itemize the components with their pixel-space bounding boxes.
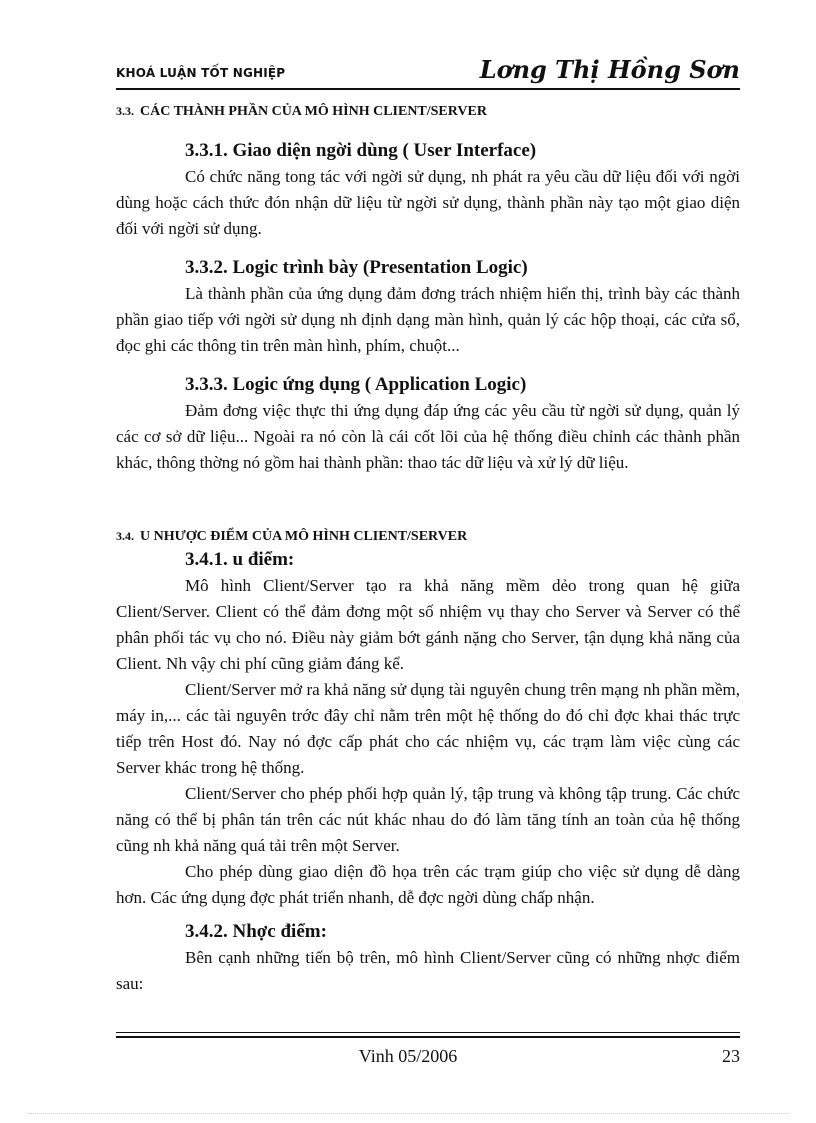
subsection-3-3-1-heading: 3.3.1. Giao diện ngời dùng ( User Interface) — [185, 140, 537, 161]
paragraph-user-interface: Có chức năng tong tác với ngời sử dụng, nh phát ra yêu cầu dữ liệu đối với ngời dùng hoặc cách thức đón nhận dữ liệu từ ngời sử dụng, thành phần này tạo một giao diện đối với ngời sử dụng. — [116, 167, 740, 238]
paragraph-disadvantage-intro: Bên cạnh những tiến bộ trên, mô hình Client/Server cũng có những nhợc điểm sau: — [116, 948, 740, 993]
subsection-3-3-3-heading: 3.3.3. Logic ứng dụng ( Application Logic) — [185, 374, 527, 395]
paragraph-advantage-1: Mô hình Client/Server tạo ra khả năng mềm dẻo trong quan hệ giữa Client/Server. Client có thể đảm đơng một số nhiệm vụ thay cho Server và Server có thể phân phối tác vụ cho nó. Điều này giảm bớt gánh nặng cho Server, tận dụng khả năng của Client. Nh vậy chi phí cũng giảm đáng kể. — [116, 576, 740, 673]
header-author: Lơng Thị Hồng Sơn — [479, 55, 740, 84]
subsection-3-3-2-heading: 3.3.2. Logic trình bày (Presentation Logic) — [185, 257, 528, 278]
section-number: 3.4. — [116, 529, 134, 543]
header-title: KHOÁ LUẬN TỐT NGHIỆP — [116, 66, 286, 80]
subsection-3-4-2-heading: 3.4.2. Nhợc điểm: — [185, 921, 327, 942]
section-title: U NHƯỢC ĐIỂM CỦA MÔ HÌNH CLIENT/SERVER — [140, 529, 468, 544]
paragraph-advantage-4: Cho phép dùng giao diện đồ họa trên các trạm giúp cho việc sử dụng dễ dàng hơn. Các ứng dụng đợc phát triển nhanh, dễ đợc ngời dùng chấp nhận. — [116, 862, 740, 907]
paragraph-advantage-2: Client/Server mở ra khả năng sử dụng tài nguyên chung trên mạng nh phần mềm, máy in,... các tài nguyên trớc đây chỉ nằm trên một hệ thống do đó chỉ đợc khai thác trực tiếp trên Host đó. Nay nó đợc cấp phát cho các nhiệm vụ, các trạm làm việc cùng các Server khác trong hệ thống. — [116, 680, 740, 777]
footer-location-date: Vinh 05/2006 — [358, 1046, 458, 1066]
paragraph-presentation-logic: Là thành phần của ứng dụng đảm đơng trách nhiệm hiển thị, trình bày các thành phần giao tiếp với ngời sử dụng nh định dạng màn hình, quản lý các hộp thoại, các cửa sổ, đọc ghi các thông tin trên màn hình, phím, chuột... — [116, 284, 740, 355]
section-number: 3.3. — [116, 104, 134, 118]
paragraph-advantage-3: Client/Server cho phép phối hợp quản lý, tập trung và không tập trung. Các chức năng có thể bị phân tán trên các nút khác nhau do đó làm tăng tính an toàn của hệ thống cũng nh khả năng quá tải trên một Server. — [116, 784, 740, 855]
section-title: CÁC THÀNH PHẦN CỦA MÔ HÌNH CLIENT/SERVER — [140, 104, 487, 119]
page-header — [116, 52, 740, 86]
header-rule — [116, 88, 740, 90]
subsection-3-4-1-heading: 3.4.1. u điểm: — [185, 549, 295, 570]
page-number: 23 — [722, 1046, 740, 1066]
section-3-3-heading — [116, 104, 487, 120]
footer-rule-bottom — [116, 1036, 740, 1038]
section-3-4-heading — [116, 529, 467, 545]
footer-rule-top — [116, 1032, 740, 1033]
page-edge-dots — [28, 1113, 788, 1114]
paragraph-application-logic: Đảm đơng việc thực thi ứng dụng đáp ứng các yêu cầu từ ngời sử dụng, quản lý các cơ sở dữ liệu... Ngoài ra nó còn là cái cốt lõi của hệ thống điều chỉnh các thành phần khác, thông thờng nó gồm hai thành phần: thao tác dữ liệu và xử lý dữ liệu. — [116, 401, 740, 472]
